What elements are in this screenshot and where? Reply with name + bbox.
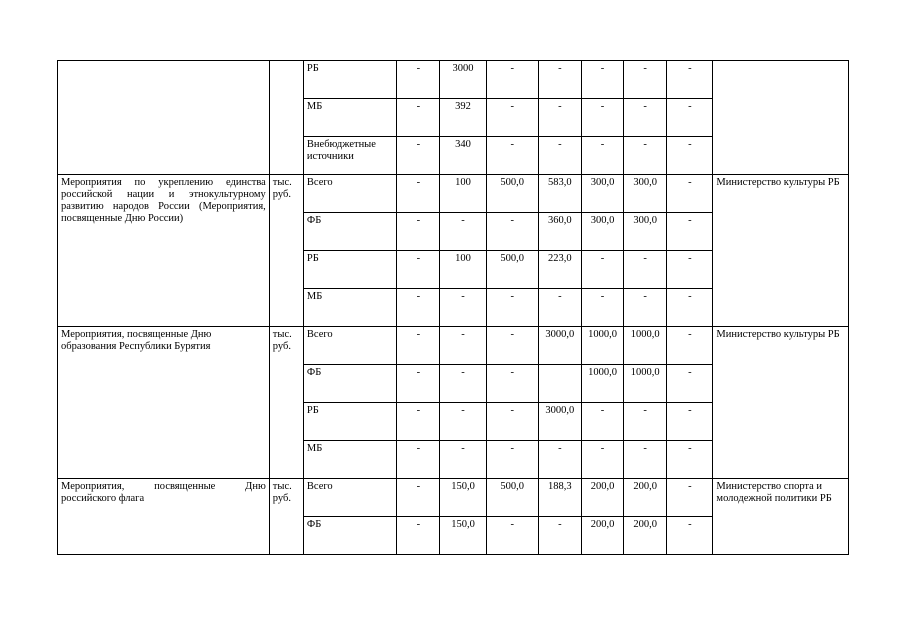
value-cell: 392 [440,99,486,137]
table-row [58,61,849,99]
value-cell: - [538,289,581,327]
value-cell: - [581,99,623,137]
value-cell: 3000,0 [538,327,581,365]
funding-source: ФБ [303,365,396,403]
value-cell: - [667,137,713,175]
funding-source: Всего [303,479,396,517]
table-row [58,327,849,365]
value-cell: 3000,0 [538,403,581,441]
value-cell: - [440,327,486,365]
value-cell: 223,0 [538,251,581,289]
value-cell: - [397,213,440,251]
value-cell: 150,0 [440,479,486,517]
funding-source: ФБ [303,517,396,555]
funding-source: РБ [303,403,396,441]
budget-table [57,60,849,555]
table-row [58,175,849,213]
value-cell: - [667,99,713,137]
value-cell: - [486,137,538,175]
value-cell: - [624,251,667,289]
value-cell: - [667,289,713,327]
value-cell: - [667,403,713,441]
responsible-org-cell: Министерство спорта и молодежной политики РБ [713,479,849,555]
value-cell: - [538,99,581,137]
funding-source: МБ [303,99,396,137]
value-cell: - [397,441,440,479]
value-cell: - [667,251,713,289]
value-cell: - [538,137,581,175]
value-cell: - [440,213,486,251]
value-cell: - [538,517,581,555]
value-cell: - [486,517,538,555]
value-cell: - [667,517,713,555]
value-cell: - [624,289,667,327]
value-cell: 500,0 [486,479,538,517]
funding-source: Внебюджетные источники [303,137,396,175]
value-cell: - [538,441,581,479]
value-cell: 100 [440,175,486,213]
value-cell: 3000 [440,61,486,99]
funding-source: МБ [303,441,396,479]
value-cell: - [486,99,538,137]
value-cell: - [397,137,440,175]
value-cell: - [667,213,713,251]
value-cell: - [667,441,713,479]
value-cell: - [538,61,581,99]
value-cell: 300,0 [624,213,667,251]
funding-source: Всего [303,175,396,213]
value-cell [538,365,581,403]
value-cell: - [581,441,623,479]
funding-source: РБ [303,251,396,289]
funding-source: МБ [303,289,396,327]
activity-name-cell: Мероприятия по укреплению единства российской нации и этнокультурному развитию народов России (Мероприятия, посвященные Дню России) [58,175,270,327]
value-cell: 200,0 [581,479,623,517]
responsible-org-cell [713,61,849,175]
value-cell: - [667,175,713,213]
unit-cell: тыс. руб. [269,327,303,479]
value-cell: 500,0 [486,175,538,213]
value-cell: - [667,327,713,365]
value-cell: - [397,365,440,403]
value-cell: 300,0 [581,213,623,251]
unit-cell [269,61,303,175]
value-cell: - [397,289,440,327]
value-cell: 1000,0 [581,365,623,403]
value-cell: 200,0 [624,479,667,517]
value-cell: - [440,441,486,479]
value-cell: - [397,517,440,555]
value-cell: - [397,251,440,289]
value-cell: - [397,175,440,213]
value-cell: - [581,137,623,175]
value-cell: - [624,99,667,137]
value-cell: - [486,61,538,99]
value-cell: - [397,479,440,517]
activity-name-cell: Мероприятия, посвященные Дню российского флага [58,479,270,555]
value-cell: - [581,61,623,99]
unit-cell: тыс. руб. [269,175,303,327]
funding-source: Всего [303,327,396,365]
value-cell: - [440,365,486,403]
unit-cell: тыс. руб. [269,479,303,555]
value-cell: - [486,327,538,365]
value-cell: - [624,61,667,99]
value-cell: 200,0 [624,517,667,555]
activity-name-cell: Мероприятия, посвященные Дню образования Республики Бурятия [58,327,270,479]
value-cell: - [486,365,538,403]
value-cell: - [667,61,713,99]
funding-source: РБ [303,61,396,99]
value-cell: - [624,403,667,441]
value-cell: - [486,441,538,479]
value-cell: 100 [440,251,486,289]
value-cell: - [397,403,440,441]
activity-name-cell [58,61,270,175]
value-cell: 200,0 [581,517,623,555]
value-cell: - [624,137,667,175]
value-cell: - [397,99,440,137]
responsible-org-cell: Министерство культуры РБ [713,175,849,327]
value-cell: - [667,365,713,403]
value-cell: 150,0 [440,517,486,555]
value-cell: - [486,289,538,327]
value-cell: 1000,0 [624,365,667,403]
responsible-org-cell: Министерство культуры РБ [713,327,849,479]
value-cell: 300,0 [581,175,623,213]
value-cell: 1000,0 [581,327,623,365]
value-cell: - [581,289,623,327]
value-cell: - [486,213,538,251]
value-cell: - [486,403,538,441]
value-cell: - [581,403,623,441]
value-cell: - [397,61,440,99]
value-cell: - [581,251,623,289]
funding-source: ФБ [303,213,396,251]
value-cell: - [440,403,486,441]
value-cell: - [624,441,667,479]
value-cell: 188,3 [538,479,581,517]
value-cell: 1000,0 [624,327,667,365]
value-cell: 500,0 [486,251,538,289]
value-cell: - [397,327,440,365]
value-cell: - [440,289,486,327]
value-cell: 583,0 [538,175,581,213]
table-row [58,479,849,517]
value-cell: 300,0 [624,175,667,213]
value-cell: 360,0 [538,213,581,251]
value-cell: - [667,479,713,517]
value-cell: 340 [440,137,486,175]
